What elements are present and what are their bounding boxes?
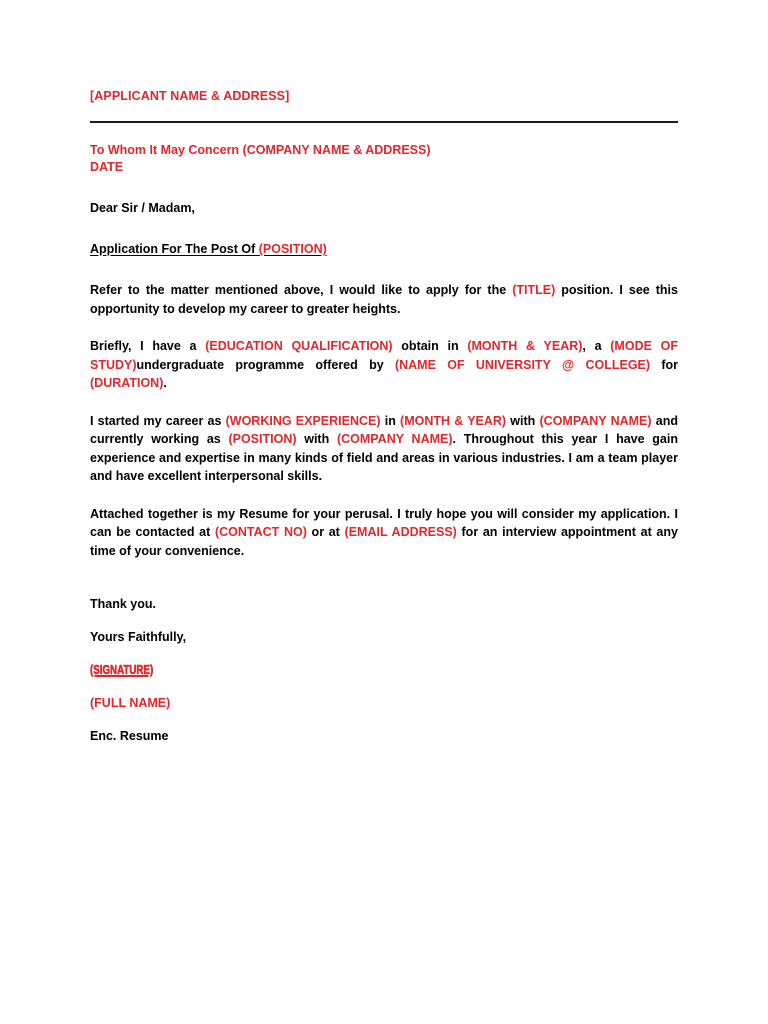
subject-label: Application For The Post Of (90, 242, 259, 256)
experience-company-name-placeholder-1: (COMPANY NAME) (539, 413, 652, 428)
attachment-text-3: for an interview appointment at any time of your convenience. (90, 525, 678, 558)
intro-title-placeholder: (TITLE) (512, 283, 556, 297)
recipient-block (90, 142, 678, 175)
education-duration-placeholder: (DURATION) (90, 376, 164, 390)
experience-working-experience-placeholder: (WORKING EXPERIENCE) (225, 413, 381, 428)
header-divider-rule (90, 121, 678, 123)
paragraph-experience (90, 412, 678, 486)
education-text-6: . (163, 376, 167, 390)
subject-position-placeholder: (POSITION) (258, 242, 327, 256)
attachment-text-1: Attached together is my Resume for your perusal. I truly hope you will consider my application. I can be contacted at (90, 506, 678, 539)
experience-text-3: with (506, 413, 540, 428)
valediction-line: Yours Faithfully, (90, 630, 187, 644)
full-name-placeholder: (FULL NAME) (90, 696, 171, 710)
thank-you-line: Thank you. (90, 597, 156, 611)
salutation: Dear Sir / Madam, (90, 201, 195, 215)
date-placeholder: DATE (90, 159, 124, 174)
letter-body (90, 88, 678, 744)
experience-month-year-placeholder: (MONTH & YEAR) (400, 413, 507, 428)
recipient-line: To Whom It May Concern (COMPANY NAME & ADDRESS) (90, 143, 431, 157)
experience-text-1: I started my career as (90, 413, 226, 428)
attachment-text-2: or at (306, 525, 345, 539)
enclosure-line: Enc. Resume (90, 729, 169, 743)
education-text-4: undergraduate programme offered by (136, 357, 395, 372)
experience-text-4: and currently working as (90, 413, 678, 446)
subject-line (90, 241, 678, 257)
education-text-5: for (650, 357, 679, 372)
attachment-contact-no-placeholder: (CONTACT NO) (214, 525, 307, 539)
paragraph-intro (90, 281, 678, 318)
education-university-placeholder: (NAME OF UNIVERSITY @ COLLEGE) (394, 357, 651, 372)
experience-position-placeholder: (POSITION) (228, 432, 297, 446)
applicant-name-address-placeholder: [APPLICANT NAME & ADDRESS] (90, 89, 290, 103)
signature-row (90, 662, 678, 678)
paragraph-attachment (90, 505, 678, 561)
education-mode-of-study-placeholder: (MODE OF STUDY) (90, 339, 678, 372)
education-text-2: obtain in (392, 339, 468, 353)
education-text-1: Briefly, I have a (90, 339, 206, 353)
experience-text-2: in (380, 413, 401, 428)
intro-text-1: Refer to the matter mentioned above, I would like to apply for the (90, 283, 513, 297)
attachment-email-address-placeholder: (EMAIL ADDRESS) (344, 525, 457, 539)
education-qualification-placeholder: (EDUCATION QUALIFICATION) (205, 339, 393, 353)
signature-placeholder: (SIGNATURE) (90, 663, 154, 677)
closing-spacer (90, 579, 678, 596)
paragraph-education (90, 337, 678, 393)
education-text-3: , a (582, 339, 611, 353)
experience-company-name-placeholder-2: (COMPANY NAME) (336, 432, 453, 446)
experience-text-6: . Throughout this year I have gain experience and expertise in many kinds of field and areas in various industries. I am a team player and have excellent interpersonal skills. (90, 432, 678, 483)
experience-text-5: with (296, 432, 337, 446)
education-month-year-placeholder: (MONTH & YEAR) (467, 339, 583, 353)
intro-text-2: position. I see this opportunity to develop my career to greater heights. (90, 283, 678, 316)
